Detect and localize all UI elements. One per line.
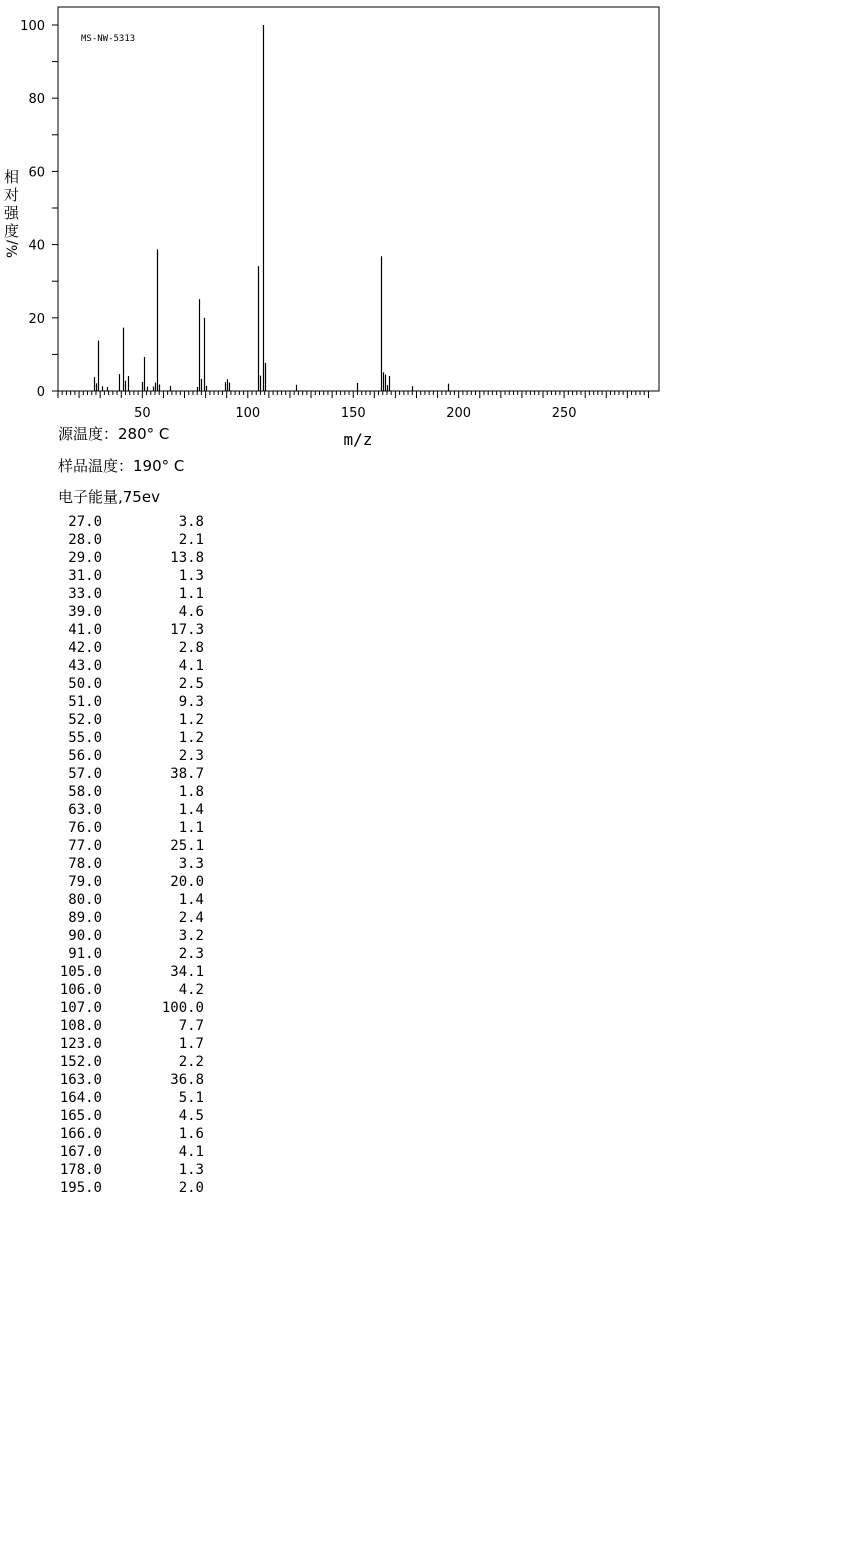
intensity-value: 1.2: [178, 730, 204, 746]
table-row: [44, 747, 214, 765]
table-row: [44, 1161, 214, 1179]
mz-value: 33.0: [68, 586, 102, 602]
mz-value: 107.0: [59, 1000, 102, 1016]
y-axis-label-char: 强: [4, 204, 20, 222]
mz-value: 105.0: [59, 964, 102, 980]
intensity-value: 2.8: [178, 640, 204, 656]
mz-value: 123.0: [59, 1036, 102, 1052]
intensity-value: 5.1: [178, 1090, 204, 1106]
mz-value: 41.0: [68, 622, 102, 638]
y-axis-label-char: 相: [4, 168, 20, 186]
table-row: [44, 567, 214, 585]
mz-value: 43.0: [68, 658, 102, 674]
intensity-value: 4.1: [178, 1144, 204, 1160]
mz-value: 57.0: [68, 766, 102, 782]
mz-value: 195.0: [59, 1180, 102, 1196]
mz-value: 178.0: [59, 1162, 102, 1178]
y-tick-label: 60: [28, 165, 45, 181]
intensity-value: 1.6: [178, 1126, 204, 1142]
mz-value: 163.0: [59, 1072, 102, 1088]
y-axis-label-char: 对: [4, 186, 20, 204]
table-row: [44, 1107, 214, 1125]
source-temperature: 源温度：280° C: [58, 425, 170, 443]
peak-table: [44, 513, 214, 1197]
x-tick-label: 250: [551, 406, 577, 421]
x-tick-label: 150: [340, 406, 366, 421]
table-row: [44, 657, 214, 675]
intensity-value: 17.3: [170, 622, 204, 638]
intensity-value: 3.8: [178, 514, 204, 530]
mz-value: 152.0: [59, 1054, 102, 1070]
intensity-value: 1.4: [178, 892, 204, 908]
intensity-value: 13.8: [170, 550, 204, 566]
intensity-value: 20.0: [170, 874, 204, 890]
intensity-value: 2.3: [178, 946, 204, 962]
mz-value: 90.0: [68, 928, 102, 944]
intensity-value: 1.1: [178, 586, 204, 602]
mass-spectrum-chart: [0, 0, 680, 455]
mz-value: 39.0: [68, 604, 102, 620]
intensity-value: 38.7: [170, 766, 204, 782]
intensity-value: 2.1: [178, 532, 204, 548]
intensity-value: 2.4: [178, 910, 204, 926]
mz-value: 31.0: [68, 568, 102, 584]
mz-value: 78.0: [68, 856, 102, 872]
table-row: [44, 981, 214, 999]
y-tick-label: 20: [28, 311, 45, 327]
mz-value: 76.0: [68, 820, 102, 836]
table-row: [44, 639, 214, 657]
intensity-value: 1.8: [178, 784, 204, 800]
mz-value: 79.0: [68, 874, 102, 890]
mz-value: 51.0: [68, 694, 102, 710]
mz-value: 106.0: [59, 982, 102, 998]
table-row: [44, 585, 214, 603]
intensity-value: 1.1: [178, 820, 204, 836]
table-row: [44, 801, 214, 819]
mz-value: 89.0: [68, 910, 102, 926]
x-tick-label: 100: [235, 406, 261, 421]
mz-value: 77.0: [68, 838, 102, 854]
table-row: [44, 783, 214, 801]
table-row: [44, 765, 214, 783]
table-row: [44, 1089, 214, 1107]
table-row: [44, 729, 214, 747]
y-tick-label: 100: [20, 19, 45, 34]
mz-value: 166.0: [59, 1126, 102, 1142]
table-row: [44, 945, 214, 963]
sample-temperature: 样品温度：190° C: [58, 457, 185, 475]
intensity-value: 36.8: [170, 1072, 204, 1088]
intensity-value: 1.4: [178, 802, 204, 818]
table-row: [44, 693, 214, 711]
table-row: [44, 873, 214, 891]
intensity-value: 9.3: [178, 694, 204, 710]
mz-value: 56.0: [68, 748, 102, 764]
table-row: [44, 891, 214, 909]
x-axis-ticks: [58, 391, 648, 421]
intensity-value: 100.0: [161, 1000, 204, 1016]
intensity-value: 4.6: [178, 604, 204, 620]
mz-value: 42.0: [68, 640, 102, 656]
spectrum-id-annotation: MS-NW-5313: [81, 34, 136, 44]
electron-energy: 电子能量,75ev: [58, 488, 160, 506]
x-axis-label: m/z: [343, 430, 373, 449]
table-row: [44, 1125, 214, 1143]
table-row: [44, 855, 214, 873]
intensity-value: 1.3: [178, 568, 204, 584]
table-row: [44, 603, 214, 621]
mz-value: 55.0: [68, 730, 102, 746]
y-axis-label-unit: %/: [5, 239, 21, 258]
intensity-value: 4.2: [178, 982, 204, 998]
y-tick-label: 0: [36, 385, 45, 400]
peak-bars: [95, 25, 449, 391]
intensity-value: 25.1: [170, 838, 204, 854]
mz-value: 27.0: [68, 514, 102, 530]
intensity-value: 4.5: [178, 1108, 204, 1124]
intensity-value: 7.7: [178, 1018, 204, 1034]
mz-value: 108.0: [59, 1018, 102, 1034]
table-row: [44, 837, 214, 855]
y-tick-label: 40: [28, 238, 45, 254]
table-row: [44, 819, 214, 837]
intensity-value: 1.2: [178, 712, 204, 728]
mz-value: 29.0: [68, 550, 102, 566]
table-row: [44, 513, 214, 531]
table-row: [44, 927, 214, 945]
table-row: [44, 711, 214, 729]
mz-value: 52.0: [68, 712, 102, 728]
intensity-value: 2.3: [178, 748, 204, 764]
intensity-value: 34.1: [170, 964, 204, 980]
intensity-value: 2.5: [178, 676, 204, 692]
table-row: [44, 1143, 214, 1161]
intensity-value: 3.2: [178, 928, 204, 944]
mz-value: 63.0: [68, 802, 102, 818]
table-row: [44, 1071, 214, 1089]
y-axis-label: [4, 168, 21, 258]
intensity-value: 2.2: [178, 1054, 204, 1070]
table-row: [44, 1035, 214, 1053]
table-row: [44, 1179, 214, 1197]
intensity-value: 1.7: [178, 1036, 204, 1052]
table-row: [44, 621, 214, 639]
mz-value: 164.0: [59, 1090, 102, 1106]
table-row: [44, 909, 214, 927]
table-row: [44, 1053, 214, 1071]
y-tick-label: 80: [28, 92, 45, 108]
y-axis-ticks: [20, 19, 58, 400]
table-row: [44, 675, 214, 693]
y-axis-label-char: 度: [4, 222, 20, 240]
mz-value: 167.0: [59, 1144, 102, 1160]
mz-value: 58.0: [68, 784, 102, 800]
intensity-value: 2.0: [178, 1180, 204, 1196]
mz-value: 50.0: [68, 676, 102, 692]
intensity-value: 1.3: [178, 1162, 204, 1178]
table-row: [44, 963, 214, 981]
table-row: [44, 549, 214, 567]
plot-frame: [58, 7, 659, 391]
mz-value: 28.0: [68, 532, 102, 548]
table-row: [44, 1017, 214, 1035]
mz-value: 91.0: [68, 946, 102, 962]
x-tick-label: 200: [446, 406, 472, 421]
mz-value: 165.0: [59, 1108, 102, 1124]
x-tick-label: 50: [134, 406, 151, 421]
table-row: [44, 531, 214, 549]
intensity-value: 4.1: [178, 658, 204, 674]
table-row: [44, 999, 214, 1017]
mz-value: 80.0: [68, 892, 102, 908]
intensity-value: 3.3: [178, 856, 204, 872]
